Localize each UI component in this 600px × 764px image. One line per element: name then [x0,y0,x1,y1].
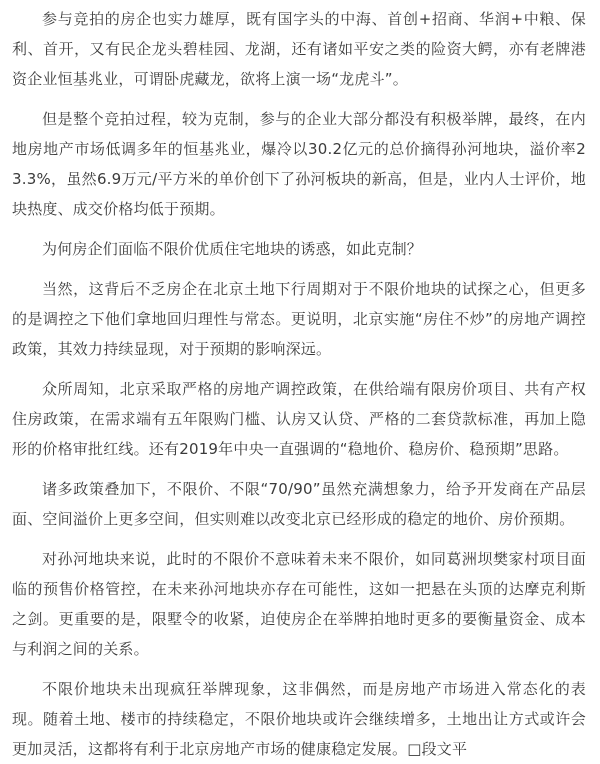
paragraph-conclusion: 不限价地块未出现疯狂举牌现象，这非偶然，而是房地产市场进入常态化的表现。随着土地、楼市的持续稳定，不限价地块或许会继续增多，土地出让方式或许会更加灵活，这都将有利于北京房地产市场的健康稳定发展。□段文平 [12,680,586,758]
paragraph-rational-bidding: 当然，这背后不乏房企在北京土地下行周期对于不限价地块的试探之心，但更多的是调控之下他们拿地回归理性与常态。更说明，北京实施“房住不炒”的房地产调控政策，其效力持续显现，对于预期的影响深远。 [12,280,586,358]
paragraph-question: 为何房企们面临不限价优质住宅地块的诱惑，如此克制？ [42,240,423,258]
paragraph-policy-overlap: 诸多政策叠加下，不限价、不限“70/90”虽然充满想象力，给予开发商在产品层面、空间溢价上更多空间，但实则难以改变北京已经形成的稳定的地价、房价预期。 [12,480,586,528]
paragraph-regulation-policy: 众所周知，北京采取严格的房地产调控政策，在供给端有限房价项目、共有产权住房政策，在需求端有五年限购门槛、认房又认贷、严格的二套贷款标准，再加上隐形的价格审批红线。还有2019年中央一直强调的“稳地价、稳房价、稳预期”思路。 [12,380,586,458]
paragraph-auction-result: 但是整个竞拍过程，较为克制，参与的企业大部分都没有积极举牌，最终，在内地房地产市场低调多年的恒基兆业，爆冷以30.2亿元的总价摘得孙河地块，溢价率23.3%，虽然6.9万元/平方米的单价创下了孙河板块的新高，但是，业内人士评价，地块热度、成交价格均低于预期。 [12,110,586,218]
paragraph-bidders: 参与竞拍的房企也实力雄厚，既有国字头的中海、首创+招商、华润+中粮、保利、首开，又有民企龙头碧桂园、龙湖，还有诸如平安之类的险资大鳄，亦有老牌港资企业恒基兆业，可谓卧虎藏龙，欲将上演一场“龙虎斗”。 [12,10,586,88]
paragraph-sunhe-outlook: 对孙河地块来说，此时的不限价不意味着未来不限价，如同葛洲坝樊家村项目面临的预售价格管控，在未来孙河地块亦存在可能性，这如一把悬在头顶的达摩克利斯之剑。更重要的是，限墅令的收紧，迫使房企在举牌拍地时更多的要衡量资金、成本与利润之间的关系。 [12,550,586,658]
